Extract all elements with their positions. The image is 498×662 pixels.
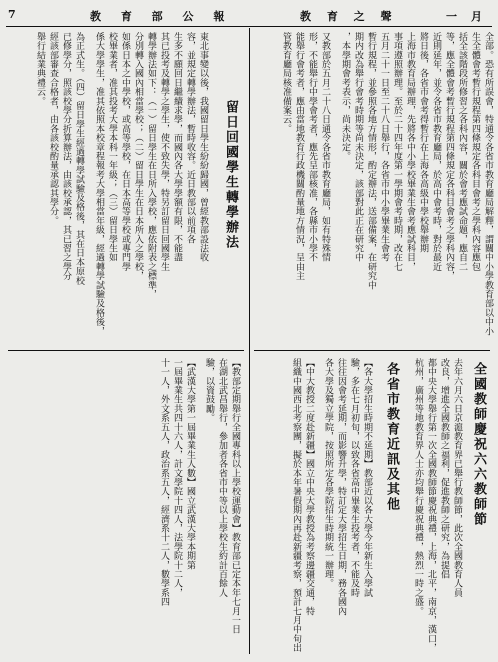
article-text-col: 管教育廳局核准備案云。: [281, 32, 291, 134]
article-text-col: 將日後，各省市會考得暫行在上海各高級中學校舉辦期: [418, 32, 428, 253]
article-text-col: 暫行規程，並參照各地方情形，酌定辦法，送部備案，在研究中: [366, 32, 376, 290]
article-text-col: 又教部於五月二十八日通令各省市教育廳局，如有特殊情: [320, 32, 330, 262]
article-text-col: 能舉行會考者，應由當地教育行政機關酌量地方情況，呈由主: [294, 32, 304, 281]
news-text-col: 組織中國西北考察團，擬於本年暑假期內再赴新疆考察，預計七月中旬出: [291, 358, 301, 653]
article-text-col: 生全體會考暫行規程第四條規定各科目會考之學科內容應包: [470, 32, 480, 272]
section-heading: 留日回國學生轉學辦法: [223, 100, 238, 250]
news-text-col: 在湖北武昌舉行，參加者各省市中等以上學校生約計百餘人: [217, 358, 227, 598]
news-text-col: 十一人，外文系五人，政治系五人，經濟系十二人，數學系四: [159, 358, 169, 607]
article-text-col: 改良，增進全國教師之福利，促進教師之研究，為提倡: [439, 358, 449, 579]
article-text-col: 等，應全體會考暫行規程第四條規定各科目會考之學科內容，: [444, 32, 454, 281]
article-text-col: 杭州，廣州等地教育界人士亦均舉行慶祝典禮，熱烈一時之盛。: [413, 358, 423, 616]
article-text-col: 其已投考及轉學之學生，使不致失學，特另訂留日回國學生: [159, 32, 169, 272]
news-text-col: 【中大教授二度赴新疆】國立中央大學教授為考察邊疆交通，特: [304, 358, 314, 616]
article-text-col: 上海市教育局辦理，先將各中小學校畢業生會考應試科目，: [405, 32, 415, 272]
article-text-col: 括全該階段所修習之各科內容，關於會考應試命題，應自二: [457, 32, 467, 272]
article-text-col: 如係日本之中學校，或高等學校，在日本高等學校或專門學: [120, 32, 130, 272]
news-text-col: 往往因會考延期，而影響升學，特訂定大學招生日期，務各國內: [336, 358, 346, 616]
article-text-col: 近則延年，並令各省市教育廳局，於高中會考時，對於最近: [431, 32, 441, 272]
article-text-col: 已修學分，照該校學分折算辦法，由該校承認，其已習之學分: [61, 32, 71, 281]
article-text-col: 生多不願回日繼續求學，而國內各大學學額有限，不能盡: [172, 32, 182, 262]
left-page-number: 7: [8, 8, 16, 21]
section-divider: [8, 350, 244, 351]
article-text-col: 事項遵照辦理。至於二十四年度第一學期會考時期，改在七: [392, 32, 402, 272]
news-text-col: 驗，多在七月初旬，以致各省高中畢業生投考者，不能及時: [349, 358, 359, 598]
news-text-col: 【各大學招生時期不延期】教部近以各大學今年新生入學試: [362, 358, 372, 598]
news-text-col: 各大學及獨立學院，按照所定各學院招生時期統一辦理。: [323, 358, 333, 588]
article-text-col: 期内改為舉行會考時期等尚未決定，該部對此正在研究中: [353, 32, 363, 262]
right-running-title: 教 育 之 聲: [300, 10, 398, 23]
header-rule: [6, 26, 492, 27]
news-text-col: 【武漢大學第一屆畢業生人數】國立武漢大學本期第: [185, 358, 195, 570]
article-text-col: 轉學辦法如下：（一）留日學生在日所入學校，應依附表之標準，: [146, 32, 156, 299]
article-text-col: 係大學學生，准其依照本校章程報考大學相當年級，經過轉學試驗及格後，: [94, 32, 104, 336]
article-text-col: 去年六月六日京滬教育界已舉行教師節，此次全國教育人員: [452, 358, 462, 598]
section-heading: 各省市教育近訊及其他: [384, 362, 399, 512]
right-date: 一月: [446, 10, 496, 23]
article-text-col: 經該部審查合格者，由各該校酌量承認其學分。: [48, 32, 58, 226]
news-text-col: 一屆畢業生共四十六人，計文學院十四人，法學院十二人，: [172, 358, 182, 598]
article-text-col: 容，並規定轉學辦法，暫時收容。近日教部以前項各: [185, 32, 195, 244]
article-text-col: 校畢業者，准其投考大學本科一年級；（三）留日學生如: [107, 32, 117, 262]
article-text-col: 全部。恐有所誤會，特通令各省市教育廳局解釋，謂關中小學教育部以中小: [483, 32, 493, 336]
article-text-col: 為正式生。（四）留日學生經過轉學試驗及格後，其在日本原校: [74, 32, 84, 286]
gutter-rule: [249, 28, 250, 654]
article-text-col: 五月二十一日至二十八日舉行，各省市中小學畢業生會考: [379, 32, 389, 262]
article-text-col: 形，不能舉行中學會考者，應先呈部核准，各縣市小學不: [307, 32, 317, 262]
news-text-col: 【教部定期舉行全國專科以上學校運動會】教育部已定本年七月一日: [230, 358, 240, 634]
article-text-col: ，本學期會考表示，尚未決定。: [340, 32, 350, 161]
article-text-col: 分別轉入國內相當學校；（二）留日學生在日本所入之學校，: [133, 32, 143, 281]
article-text-col: 都中央大學舉行第一次全國教師節慶祝典禮，上海，北平，南京，漢口，: [426, 358, 436, 653]
article-text-col: 舉行結業典禮云。: [35, 32, 45, 106]
left-running-title: 教 育 部 公 報: [90, 10, 233, 23]
section-divider: [254, 350, 490, 351]
article-text-col: 東北事變以後，我國留日學生紛紛歸國，曾經教部設法收: [198, 32, 208, 262]
section-heading: 全國教師慶祝六六教師節: [471, 362, 486, 527]
news-text-col: 驗，以資鼓勵。: [204, 358, 214, 423]
